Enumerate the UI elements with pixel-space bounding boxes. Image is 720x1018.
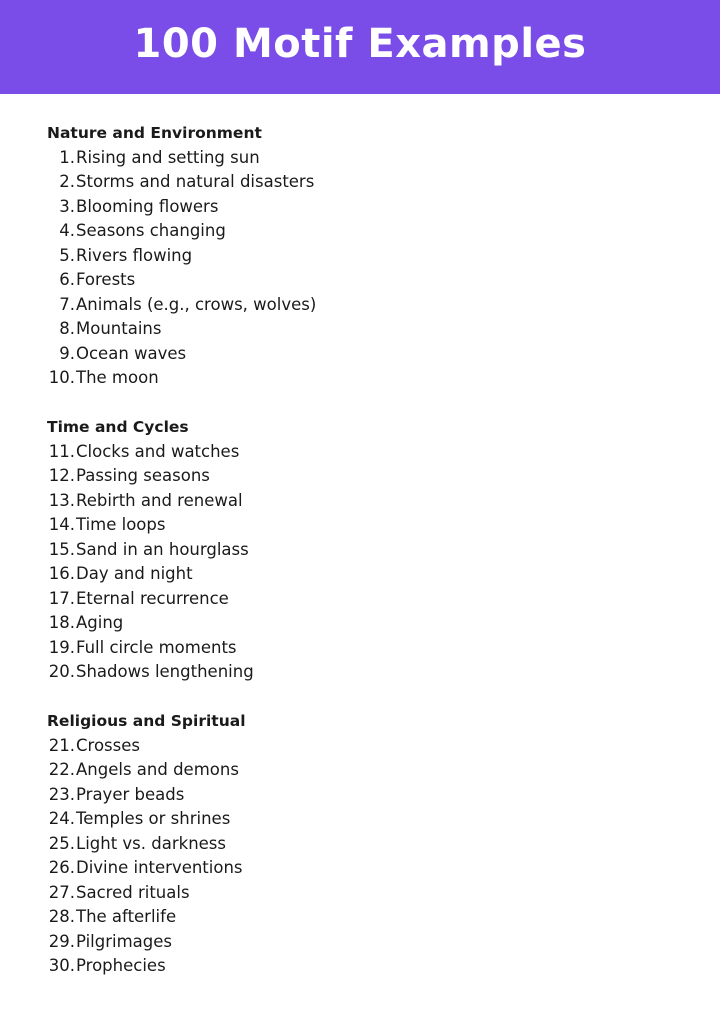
item-number: 6. <box>59 270 75 289</box>
item-text: Light vs. darkness <box>76 833 226 853</box>
section-heading: Time and Cycles <box>47 418 189 436</box>
list-item <box>47 562 687 587</box>
section-items <box>47 734 687 979</box>
item-number: 7. <box>59 294 75 314</box>
item-number: 23. <box>48 784 75 804</box>
item-text: Temples or shrines <box>76 809 231 828</box>
item-number: 28. <box>48 907 75 926</box>
item-number: 4. <box>59 221 75 240</box>
list-item <box>47 440 687 465</box>
list-item <box>47 146 687 171</box>
item-number: 26. <box>48 858 75 877</box>
item-text: Sacred rituals <box>76 882 190 902</box>
item-text: Clocks and watches <box>76 441 240 461</box>
list-item <box>47 636 687 661</box>
list-item <box>47 930 687 955</box>
item-number: 13. <box>48 490 75 510</box>
list-item <box>47 219 687 244</box>
list-item <box>47 489 687 514</box>
item-text: Sand in an hourglass <box>76 539 249 559</box>
item-text: Aging <box>76 613 124 632</box>
item-text: Blooming flowers <box>76 196 219 216</box>
section-items <box>47 440 687 685</box>
list-item <box>47 734 687 759</box>
item-text: Storms and natural disasters <box>76 172 315 191</box>
list-item <box>47 464 687 489</box>
item-text: Rising and setting sun <box>76 147 260 167</box>
item-number: 10. <box>48 368 75 387</box>
item-text: Eternal recurrence <box>76 588 229 608</box>
item-number: 29. <box>48 931 75 951</box>
item-number: 1. <box>59 147 75 167</box>
item-text: Rebirth and renewal <box>76 490 243 510</box>
item-number: 20. <box>48 662 75 681</box>
section-heading: Nature and Environment <box>47 124 262 142</box>
item-number: 25. <box>48 833 75 853</box>
item-text: Rivers flowing <box>76 245 193 265</box>
header-banner <box>0 0 720 94</box>
list-item <box>47 317 687 342</box>
item-number: 2. <box>59 172 75 191</box>
item-text: Prophecies <box>76 956 166 975</box>
list-item <box>47 513 687 538</box>
list-item <box>47 268 687 293</box>
item-text: Passing seasons <box>76 466 210 485</box>
list-item <box>47 856 687 881</box>
list-item <box>47 905 687 930</box>
item-number: 11. <box>48 441 75 461</box>
item-number: 17. <box>48 588 75 608</box>
item-text: Animals (e.g., crows, wolves) <box>76 294 317 314</box>
item-text: The moon <box>76 368 159 387</box>
list-item <box>47 832 687 857</box>
item-text: Forests <box>76 270 136 289</box>
list-item <box>47 783 687 808</box>
list-item <box>47 366 687 391</box>
list-item <box>47 660 687 685</box>
item-number: 15. <box>48 539 75 559</box>
item-number: 30. <box>48 956 75 975</box>
item-text: Seasons changing <box>76 221 226 240</box>
item-number: 24. <box>48 809 75 828</box>
item-text: Ocean waves <box>76 343 187 363</box>
item-text: Time loops <box>76 515 166 534</box>
list-item <box>47 807 687 832</box>
section-nature-and-environment <box>47 121 687 391</box>
item-number: 19. <box>48 637 75 657</box>
item-number: 14. <box>48 515 75 534</box>
item-text: Crosses <box>76 735 140 755</box>
item-number: 18. <box>48 613 75 632</box>
item-text: Day and night <box>76 564 193 583</box>
item-number: 27. <box>48 882 75 902</box>
item-text: Divine interventions <box>76 858 243 877</box>
item-text: Shadows lengthening <box>76 662 254 681</box>
section-heading: Religious and Spiritual <box>47 712 246 730</box>
item-number: 3. <box>59 196 75 216</box>
item-number: 21. <box>48 735 75 755</box>
list-item <box>47 954 687 979</box>
list-item <box>47 538 687 563</box>
item-text: Angels and demons <box>76 760 239 779</box>
list-item <box>47 244 687 269</box>
item-text: Pilgrimages <box>76 931 173 951</box>
list-item <box>47 758 687 783</box>
list-item <box>47 611 687 636</box>
list-item <box>47 170 687 195</box>
item-number: 16. <box>48 564 75 583</box>
list-item <box>47 293 687 318</box>
page-title: 100 Motif Examples <box>133 21 587 67</box>
list-item <box>47 587 687 612</box>
item-number: 5. <box>59 245 75 265</box>
item-number: 9. <box>59 343 75 363</box>
list-item <box>47 342 687 367</box>
section-time-and-cycles <box>47 415 687 685</box>
list-item <box>47 195 687 220</box>
item-number: 12. <box>48 466 75 485</box>
motif-list <box>47 121 687 1003</box>
item-text: Mountains <box>76 319 162 338</box>
item-number: 8. <box>59 319 75 338</box>
item-text: Prayer beads <box>76 784 185 804</box>
section-items <box>47 146 687 391</box>
item-number: 22. <box>48 760 75 779</box>
item-text: The afterlife <box>76 907 177 926</box>
section-religious-and-spiritual <box>47 709 687 979</box>
item-text: Full circle moments <box>76 637 237 657</box>
list-item <box>47 881 687 906</box>
